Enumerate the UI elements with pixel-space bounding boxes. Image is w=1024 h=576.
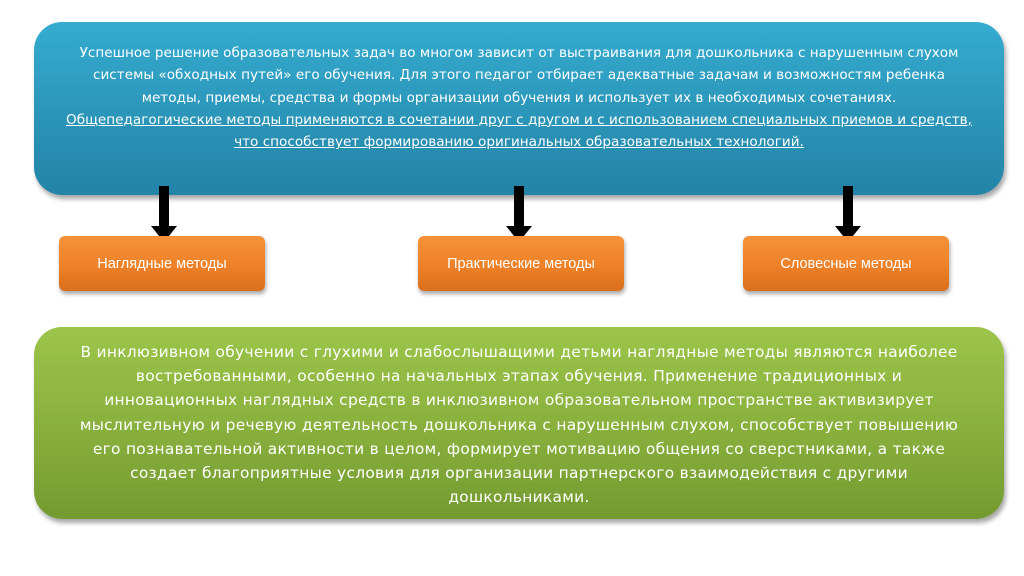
method-label: Практические методы [447, 255, 595, 272]
method-practical [418, 236, 624, 291]
intro-text-box [34, 22, 1004, 195]
method-label: Словесные методы [780, 255, 912, 272]
method-verbal [743, 236, 949, 291]
intro-text: Успешное решение образовательных задач во многом зависит от выстраивания для дошкольника с нарушенным слухом системы «обходных путей» его обучения. Для этого педагог отбирает адекватные задачам и возможностям ребенка методы, приемы, средства и формы организации обучения и использует их в необходимых сочетаниях. [79, 45, 959, 106]
method-label: Наглядные методы [97, 255, 227, 272]
intro-underlined-text: Общепедагогические методы применяются в сочетании друг с другом и с использованием специальных приемов и средств, что способствует формированию оригинальных образовательных технологий. [66, 111, 972, 151]
conclusion-text: В инклюзивном обучении с глухими и слабослышащими детьми наглядные методы являются наиболее востребованными, особенно на начальных этапах обучения. Применение традиционных и инновационных наглядных средств в инклюзивном образовательном пространстве активизирует мыслительную и речевую деятельность дошкольника с нарушенным слухом, способствует повышению его познавательной активности в целом, формирует мотивацию общения со сверстниками, а также создает благоприятные условия для организации партнерского взаимодействия с другими дошкольниками. [79, 343, 959, 507]
method-visual [59, 236, 265, 291]
conclusion-text-box [34, 327, 1004, 519]
